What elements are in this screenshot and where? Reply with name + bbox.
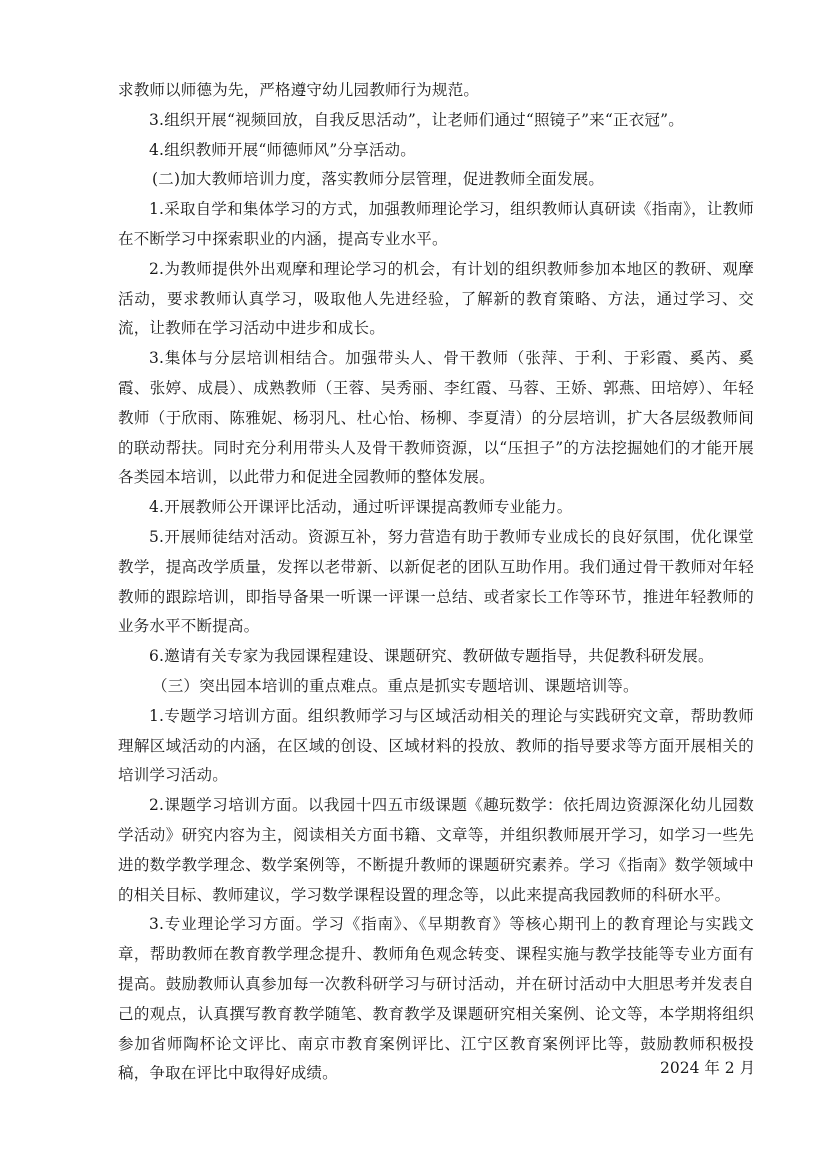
paragraph-item-5-mentoring: 5.开展师徒结对活动。资源互补，努力营造有助于教师专业成长的良好氛围，优化课堂教学，提高改学质量，发挥以老带新、以新促老的团队互助作用。我们通过骨干教师对年轻教师的跟踪培训，即指导备果一听课一评课一总结、或者家长工作等环节，推进年轻教师的业务水平不断提高。 <box>118 527 754 636</box>
paragraph-continuation: 求教师以师德为先，严格遵守幼儿园教师行为规范。 <box>118 81 480 99</box>
section-heading-2: (二)加大教师培训力度，落实教师分层管理，促进教师全面发展。 <box>152 170 605 189</box>
paragraph-item-4-open-class: 4.开展教师公开课评比活动，通过听评课提高教师专业能力。 <box>149 498 573 517</box>
paragraph-item-4-ethics-sharing: 4.组织教师开展“师德师风”分享活动。 <box>149 140 416 159</box>
document-date: 2024 年 2 月 <box>660 1059 756 1077</box>
paragraph-item-3-theory-study: 3.专业理论学习方面。学习《指南》、《早期教育》等核心期刊上的教育理论与实践文章，帮助教师在教育教学理念提升、教师角色观念转变、课程实施与教学技能等专业方面有提高。鼓励教师认真参加每一次教科研学习与研讨活动，并在研讨活动中大胆思考并发表自己的观点，认真撰写教育教学随笔、教育教学及课题研究相关案例、论文等，本学期将组织参加省师陶杯论文评比、南京市教育案例评比、江宁区教育案例评比等，鼓励教师积极投稿，争取在评比中取得好成绩。 <box>118 915 754 1083</box>
paragraph-item-2-research-training: 2.课题学习培训方面。以我园十四五市级课题《趣玩数学：依托周边资源深化幼儿园数学活动》研究内容为主，阅读相关方面书籍、文章等，并组织教师展开学习，如学习一些先进的数学教学理念、数学案例等，不断提升教师的课题研究素养。学习《指南》数学领域中的相关目标、教师建议，学习数学课程设置的理念等，以此来提高我园教师的科研水平。 <box>118 796 754 904</box>
paragraph-item-3-tiered-training: 3.集体与分层培训相结合。加强带头人、骨干教师（张萍、于利、于彩霞、奚芮、奚霞、张婷、成晨）、成熟教师（王蓉、吴秀丽、李红霞、马蓉、王娇、郭燕、田培婷）、年轻教师（于欣雨、陈雅妮、杨羽凡、杜心怡、杨柳、李夏清）的分层培训，扩大各层级教师间的联动帮扶。同时充分利用带头人及骨干教师资源，以“压担子”的方法挖掘她们的才能开展各类园本培训，以此带力和促进全园教师的整体发展。 <box>118 349 754 487</box>
paragraph-item-1-self-study: 1.采取自学和集体学习的方式，加强教师理论学习，组织教师认真研读《指南》，让教师在不断学习中探索职业的内涵，提高专业水平。 <box>118 200 754 248</box>
paragraph-item-3-video-reflection: 3.组织开展“视频回放，自我反思活动”，让老师们通过“照镜子”来“正衣冠”。 <box>149 110 684 129</box>
paragraph-item-6-experts: 6.邀请有关专家为我园课程建设、课题研究、教研做专题指导，共促教科研发展。 <box>149 647 714 666</box>
document-body <box>118 76 754 1089</box>
paragraph-item-2-observation: 2.为教师提供外出观摩和理论学习的机会，有计划的组织教师参加本地区的教研、观摩活动，要求教师认真学习，吸取他人先进经验，了解新的教育策略、方法，通过学习、交流，让教师在学习活动中进步和成长。 <box>118 259 754 338</box>
section-heading-3: （三）突出园本培训的重点难点。重点是抓实专题培训、课题培训等。 <box>152 676 639 695</box>
paragraph-item-1-topic-training: 1.专题学习培训方面。组织教师学习与区域活动相关的理论与实践研究文章，帮助教师理解区域活动的内涵，在区域的创设、区域材料的投放、教师的指导要求等方面开展相关的培训学习活动。 <box>118 706 754 785</box>
